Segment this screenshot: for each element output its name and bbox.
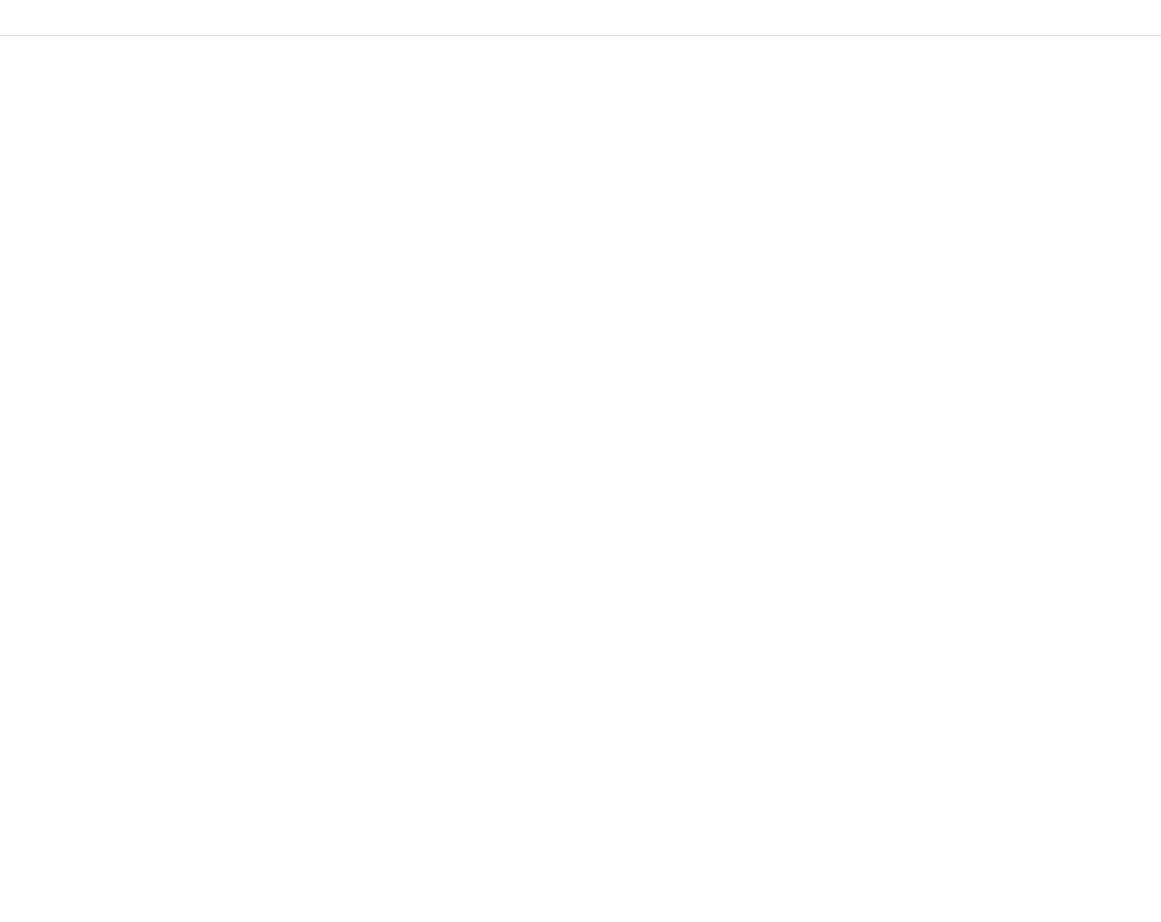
table-header-bar — [0, 0, 1161, 36]
